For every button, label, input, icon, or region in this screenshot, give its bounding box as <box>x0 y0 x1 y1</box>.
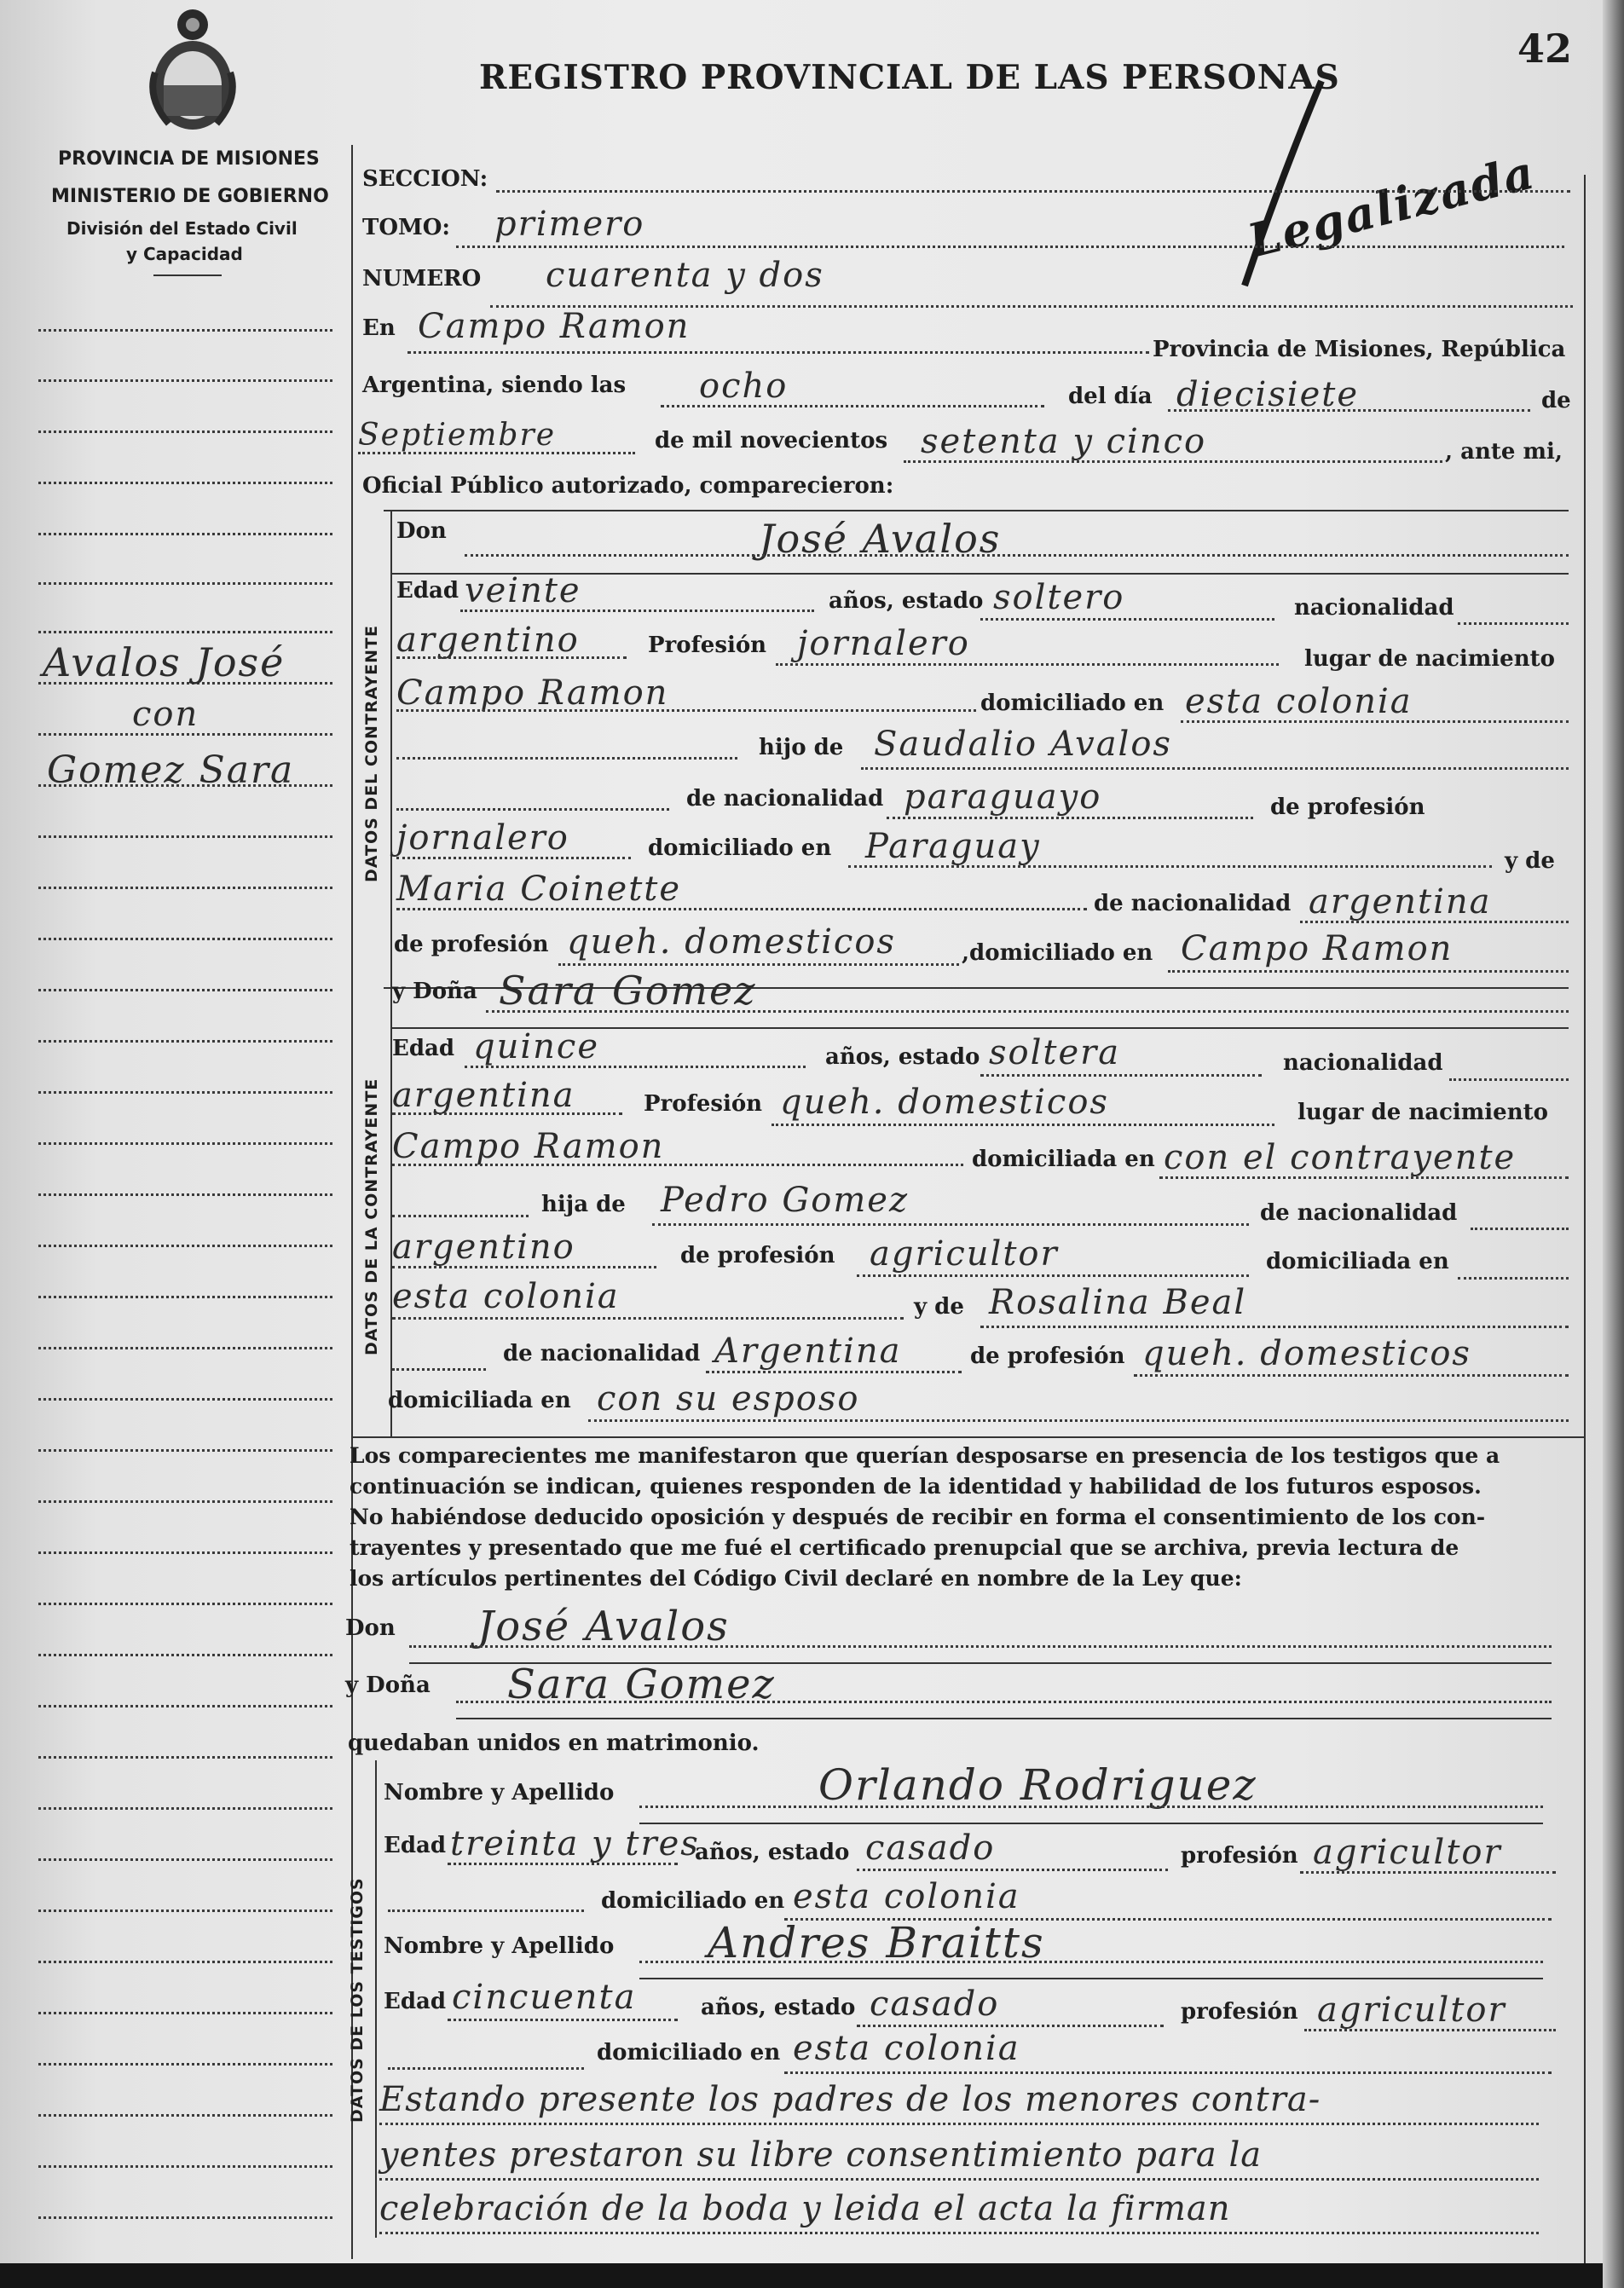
page-right-edge <box>1603 0 1624 2288</box>
label-tomo: TOMO: <box>362 215 451 240</box>
value-edad-ella: quince <box>473 1027 599 1066</box>
page-bottom-edge <box>0 2263 1624 2288</box>
paragraph-line: los artículos pertinentes del Código Civil declaré en nombre de la Ley que: <box>350 1566 1242 1591</box>
value-t1-dom: esta colonia <box>793 1877 1020 1916</box>
value-madre-ella-prof: queh. domesticos <box>1142 1334 1471 1373</box>
label-t2-domiciliado: domiciliado en <box>597 2040 781 2066</box>
note-line-1: Estando presente los padres de los menores contra- <box>379 2080 1321 2119</box>
label-y-de-ella: y de <box>914 1294 964 1320</box>
value-dom-ella: con el contrayente <box>1164 1138 1517 1177</box>
value-t1-nombre: Orlando Rodriguez <box>818 1760 1257 1810</box>
value-padre-ella: Pedro Gomez <box>661 1181 910 1220</box>
page-number: 42 <box>1517 26 1573 72</box>
label-y-dona: y Doña <box>392 979 477 1004</box>
label-madre-ella-nacionalidad: de nacionalidad <box>503 1341 701 1366</box>
paragraph-line: No habiéndose deducido oposición y después de recibir en forma el consentimiento de los con- <box>350 1505 1486 1529</box>
label-t2-anos-estado: años, estado <box>701 1995 856 2020</box>
label-t2-profesion: profesión <box>1181 1999 1298 2025</box>
value-prof-ella: queh. domesticos <box>780 1083 1109 1122</box>
value-t2-edad: cincuenta <box>452 1978 637 2017</box>
value-dia: diecisiete <box>1176 375 1360 414</box>
value-dona: Sara Gomez <box>499 968 757 1014</box>
value-edad-el: veinte <box>465 571 581 610</box>
side-label-contrayente: DATOS DEL CONTRAYENTE <box>362 625 381 882</box>
value-don: José Avalos <box>759 516 1002 562</box>
value-dom-el: esta colonia <box>1185 682 1413 721</box>
value-mes: Septiembre <box>358 418 556 453</box>
declaration-paragraph <box>350 1441 1552 1594</box>
value-madre-prof: queh. domesticos <box>567 922 896 962</box>
label-madre-ella-domiciliada: domiciliada en <box>388 1388 571 1413</box>
label-hija-de: hija de <box>541 1192 626 1217</box>
value-madre-ella-nac: Argentina <box>714 1332 902 1371</box>
label-ante-mi: , ante mi, <box>1445 439 1563 465</box>
value-padre-prof: jornalero <box>396 818 569 858</box>
side-label-contrayente-f: DATOS DE LA CONTRAYENTE <box>362 1078 381 1355</box>
label-profesion: Profesión <box>648 633 767 658</box>
value-padre-dom: Paraguay <box>865 827 1041 866</box>
value-madre-ella-dom: con su esposo <box>597 1379 860 1418</box>
label-madre-ella-profesion: de profesión <box>970 1343 1125 1369</box>
label-seccion: SECCION: <box>362 166 488 192</box>
label-t1-nombre: Nombre y Apellido <box>384 1780 615 1806</box>
legalizada-stamp: Legalizada <box>1242 144 1541 269</box>
label-de: de <box>1541 388 1571 413</box>
label-padre-ella-nacionalidad: de nacionalidad <box>1260 1200 1458 1226</box>
stamp-slash-mark <box>1219 72 1338 294</box>
margin-note-line3: Gomez Sara <box>47 748 295 792</box>
label-t1-anos-estado: años, estado <box>695 1840 850 1865</box>
value-padre-ella-prof: agricultor <box>870 1234 1059 1274</box>
label-padre-ella-domiciliada: domiciliada en <box>1266 1249 1449 1274</box>
value-estado-el: soltero <box>993 578 1125 617</box>
label-madre-profesion: de profesión <box>394 932 549 957</box>
paragraph-line: Los comparecientes me manifestaron que querían desposarse en presencia de los testigos que a <box>350 1443 1500 1468</box>
label-nacionalidad: nacionalidad <box>1294 595 1454 621</box>
label-hijo-de: hijo de <box>759 735 844 760</box>
label-anos-estado-ella: años, estado <box>825 1044 980 1070</box>
label-edad: Edad <box>396 578 459 604</box>
label-numero: NUMERO <box>362 266 482 292</box>
label-anos-estado: años, estado <box>829 588 984 614</box>
note-line-3: celebración de la boda y leida el acta la firman <box>379 2189 1231 2228</box>
value-padre-ella-nac: argentino <box>392 1228 575 1267</box>
value-decl-don: José Avalos <box>477 1603 730 1650</box>
header-division: División del Estado Civil <box>66 218 298 239</box>
header-capacidad: y Capacidad <box>126 244 243 264</box>
paragraph-line: trayentes y presentado que me fué el certificado prenupcial que se archiva, previa lectura de <box>350 1535 1459 1560</box>
value-padre-el: Saudalio Avalos <box>874 725 1172 764</box>
value-padre-ella-dom: esta colonia <box>392 1277 620 1316</box>
label-don: Don <box>396 518 447 544</box>
label-de-mil: de mil novecientos <box>655 428 888 454</box>
value-anio: setenta y cinco <box>921 422 1207 461</box>
margin-note-line1: Avalos José <box>43 639 286 685</box>
value-madre-dom: Campo Ramon <box>1181 929 1454 968</box>
value-nac-ella: argentina <box>392 1076 575 1115</box>
label-del-dia: del día <box>1068 384 1153 409</box>
label-decl-don: Don <box>345 1615 396 1641</box>
label-argentina-siendo: Argentina, siendo las <box>362 373 627 398</box>
label-decl-dona: y Doña <box>345 1673 431 1698</box>
label-edad-ella: Edad <box>392 1036 455 1061</box>
value-t1-estado: casado <box>865 1829 996 1868</box>
label-t2-nombre: Nombre y Apellido <box>384 1933 615 1959</box>
label-padre-domiciliado: domiciliado en <box>648 835 832 861</box>
label-domiciliada-en: domiciliada en <box>972 1147 1155 1172</box>
value-prof-el: jornalero <box>797 624 970 663</box>
label-t2-edad: Edad <box>384 1989 447 2014</box>
value-hora: ocho <box>699 367 789 406</box>
label-de-nacionalidad: de nacionalidad <box>686 786 884 812</box>
value-decl-dona: Sara Gomez <box>507 1661 776 1708</box>
value-lugar-nac-el: Campo Ramon <box>396 673 669 713</box>
header-ministry: MINISTERIO DE GOBIERNO <box>51 186 329 207</box>
label-lugar-nac: lugar de nacimiento <box>1304 646 1555 672</box>
value-t2-dom: esta colonia <box>793 2029 1020 2068</box>
value-madre-ella: Rosalina Beal <box>989 1283 1247 1322</box>
label-nacionalidad-ella: nacionalidad <box>1283 1050 1443 1076</box>
label-madre-domiciliado: ,domiciliado en <box>962 940 1153 966</box>
label-de-profesion: de profesión <box>1270 794 1425 820</box>
margin-note-line2: con <box>132 695 199 734</box>
value-t2-nombre: Andres Braitts <box>708 1918 1045 1967</box>
label-domiciliado-en: domiciliado en <box>980 690 1165 716</box>
label-quedaban: quedaban unidos en matrimonio. <box>348 1730 760 1756</box>
label-t1-edad: Edad <box>384 1833 447 1858</box>
label-profesion-ella: Profesión <box>644 1091 763 1117</box>
paragraph-line: continuación se indican, quienes responden de la identidad y habilidad de los futuros esposos. <box>350 1474 1482 1499</box>
label-provincia: Provincia de Misiones, República <box>1153 337 1566 362</box>
value-estado-ella: soltera <box>989 1033 1121 1072</box>
value-t1-prof: agricultor <box>1313 1833 1502 1872</box>
coat-of-arms-emblem <box>143 4 242 132</box>
value-t2-prof: agricultor <box>1317 1990 1506 2030</box>
label-en: En <box>362 315 396 341</box>
label-madre-nacionalidad: de nacionalidad <box>1094 891 1292 916</box>
value-padre-nac: paraguayo <box>904 777 1102 817</box>
value-numero: cuarenta y dos <box>546 256 824 295</box>
label-lugar-nac-ella: lugar de nacimiento <box>1297 1100 1548 1125</box>
note-line-2: yentes prestaron su libre consentimiento para la <box>379 2135 1263 2175</box>
header-province: PROVINCIA DE MISIONES <box>58 148 320 170</box>
side-label-testigos: DATOS DE LOS TESTIGOS <box>348 1877 367 2123</box>
value-lugar: Campo Ramon <box>418 307 691 346</box>
label-oficial: Oficial Público autorizado, comparecieron: <box>362 473 894 499</box>
value-lugar-nac-ella: Campo Ramon <box>392 1127 665 1166</box>
value-nac-el: argentino <box>396 621 580 660</box>
label-padre-ella-profesion: de profesión <box>680 1243 835 1268</box>
value-madre-el: Maria Coinette <box>396 870 682 909</box>
value-madre-nac: argentina <box>1309 882 1492 922</box>
label-t1-domiciliado: domiciliado en <box>601 1888 785 1914</box>
value-t2-estado: casado <box>870 1985 1000 2024</box>
label-y-de: y de <box>1505 848 1555 874</box>
document-title: REGISTRO PROVINCIAL DE LAS PERSONAS <box>479 58 1340 97</box>
value-tomo: primero <box>494 205 645 244</box>
label-t1-profesion: profesión <box>1181 1843 1298 1869</box>
value-t1-edad: treinta y tres <box>450 1824 700 1863</box>
